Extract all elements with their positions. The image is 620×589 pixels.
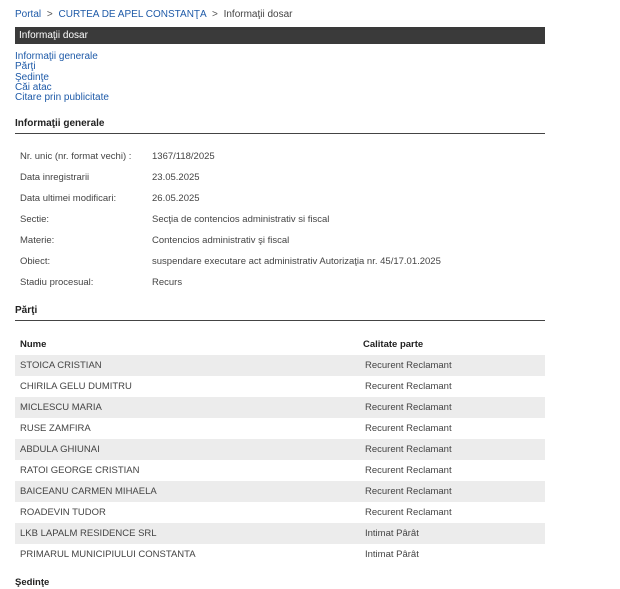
general-info-heading: Informaţii generale	[15, 118, 545, 134]
party-role: Recurent Reclamant	[365, 465, 452, 476]
party-name: RUSE ZAMFIRA	[20, 423, 91, 434]
table-row	[15, 439, 545, 460]
breadcrumb-current: Informaţii dosar	[223, 9, 293, 20]
party-role: Recurent Reclamant	[365, 381, 452, 392]
party-role: Intimat Pârât	[365, 549, 419, 560]
nav-link-parties[interactable]: Părţi	[15, 61, 36, 73]
breadcrumb-portal-link[interactable]: Portal	[15, 9, 42, 20]
nav-link-appeals[interactable]: Căi atac	[15, 81, 52, 93]
info-label: Materie:	[20, 235, 55, 246]
info-label: Stadiu procesual:	[20, 277, 94, 288]
table-row	[15, 460, 545, 481]
info-label: Obiect:	[20, 256, 51, 267]
party-name: MICLESCU MARIA	[20, 402, 102, 413]
info-label: Data ultimei modificari:	[20, 193, 117, 204]
info-value: suspendare executare act administrativ Autorizaţia nr. 45/17.01.2025	[152, 256, 441, 267]
table-row	[15, 481, 545, 502]
party-name: STOICA CRISTIAN	[20, 360, 102, 371]
party-name: RATOI GEORGE CRISTIAN	[20, 465, 140, 476]
party-role: Recurent Reclamant	[365, 402, 452, 413]
breadcrumb	[15, 9, 293, 20]
info-label: Sectie:	[20, 214, 50, 225]
parties-heading: Părţi	[15, 305, 545, 321]
party-role: Recurent Reclamant	[365, 423, 452, 434]
table-row	[15, 544, 545, 565]
party-role: Recurent Reclamant	[365, 360, 452, 371]
table-row	[15, 397, 545, 418]
table-row	[15, 355, 545, 376]
table-row	[15, 418, 545, 439]
info-label: Data inregistrarii	[20, 172, 90, 183]
breadcrumb-separator: >	[46, 9, 53, 20]
parties-col-role: Calitate parte	[363, 339, 424, 350]
info-label: Nr. unic (nr. format vechi) :	[20, 151, 132, 162]
table-row	[15, 376, 545, 397]
party-role: Recurent Reclamant	[365, 486, 452, 497]
section-nav	[15, 52, 109, 103]
parties-col-name: Nume	[20, 339, 47, 350]
nav-link-general[interactable]: Informaţii generale	[15, 51, 98, 62]
info-value: 1367/118/2025	[152, 151, 215, 162]
party-role: Recurent Reclamant	[365, 444, 452, 455]
info-value: 26.05.2025	[152, 193, 200, 204]
info-value: Secţia de contencios administrativ si fiscal	[152, 214, 330, 225]
info-value: Recurs	[152, 277, 183, 288]
party-name: CHIRILA GELU DUMITRU	[20, 381, 132, 392]
breadcrumb-separator: >	[211, 9, 218, 20]
table-row	[15, 523, 545, 544]
party-name: PRIMARUL MUNICIPIULUI CONSTANTA	[20, 549, 196, 560]
party-role: Intimat Pârât	[365, 528, 419, 539]
table-row	[15, 502, 545, 523]
party-name: ABDULA GHIUNAI	[20, 444, 100, 455]
party-role: Recurent Reclamant	[365, 507, 452, 518]
nav-link-public-summons[interactable]: Citare prin publicitate	[15, 92, 109, 104]
info-value: Contencios administrativ şi fiscal	[152, 235, 290, 246]
nav-link-hearings[interactable]: Şedinţe	[15, 71, 49, 83]
breadcrumb-court-link[interactable]: CURTEA DE APEL CONSTANŢA	[58, 9, 207, 20]
party-name: ROADEVIN TUDOR	[20, 507, 106, 518]
party-name: BAICEANU CARMEN MIHAELA	[20, 486, 157, 497]
party-name: LKB LAPALM RESIDENCE SRL	[20, 528, 157, 539]
section-header-bar: Informaţii dosar	[15, 27, 545, 44]
info-value: 23.05.2025	[152, 172, 200, 183]
hearings-heading: Şedinţe	[15, 577, 50, 588]
